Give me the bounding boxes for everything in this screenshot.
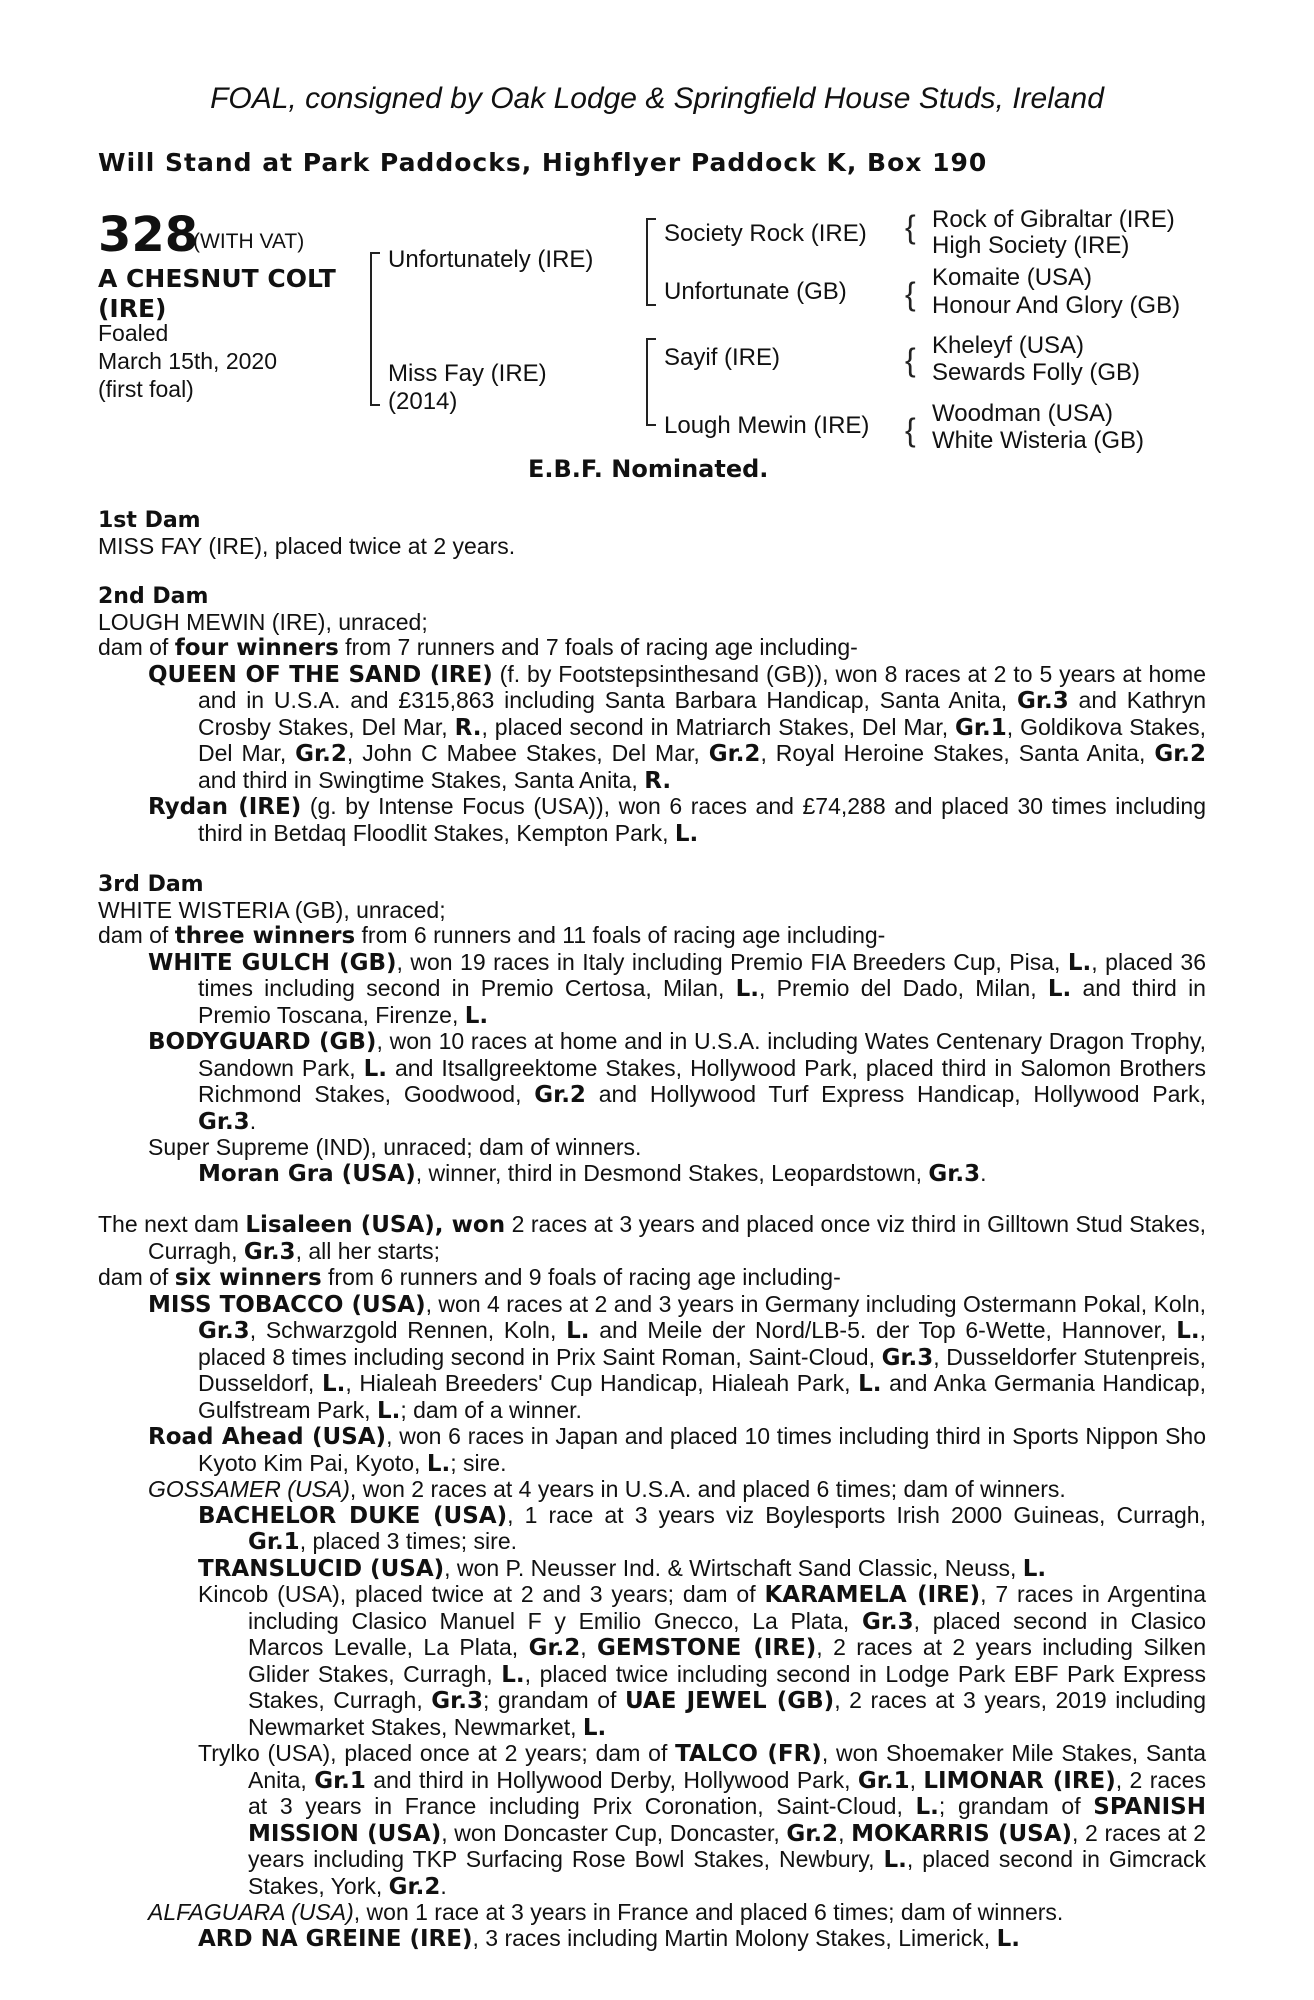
page-title: FOAL, consigned by Oak Lodge & Springfield House Studs, Ireland	[210, 82, 1104, 115]
next-dam-line1: The next dam Lisaleen (USA), won 2 races at 3 years and placed once viz third in Gilltown Stud Stakes, Curragh, Gr.3, all her starts;	[98, 1211, 1207, 1265]
horse-name: QUEEN OF THE SAND (IRE)	[148, 661, 493, 688]
lot-description-line1: A CHESNUT COLT	[98, 264, 336, 293]
pedigree-sire-sire: Society Rock (IRE)	[664, 220, 867, 247]
foaling-info	[98, 319, 277, 403]
second-dam-entry-1: QUEEN OF THE SAND (IRE) (f. by Footstepsinthesand (GB)), won 8 races at 2 to 5 years at home and in U.S.A. and £315,863 including Santa Barbara Handicap, Santa Anita, Gr.3 and Kathryn Crosby Stakes, Del Mar, R., placed second in Matriarch Stakes, Del Mar, Gr.1, Goldikova Stakes, Del Mar, Gr.2, John C Mabee Stakes, Del Mar, Gr.2, Royal Heroine Stakes, Santa Anita, Gr.2 and third in Swingtime Stakes, Santa Anita, R.	[148, 660, 1207, 794]
second-dam-line1: LOUGH MEWIN (IRE), unraced;	[98, 608, 428, 635]
pedigree-g4: Honour And Glory (GB)	[932, 292, 1181, 319]
foal-note: (first foal)	[98, 376, 194, 402]
next-dam-entry-translucid: TRANSLUCID (USA), won P. Neusser Ind. & Wirtschaft Sand Classic, Neuss, L.	[198, 1554, 1047, 1582]
pedigree-g5: Kheleyf (USA)	[932, 332, 1085, 359]
lot-number: 328	[98, 207, 199, 263]
next-dam-entry-gossamer: GOSSAMER (USA), won 2 races at 4 years in U.S.A. and placed 6 times; dam of winners.	[148, 1476, 1066, 1502]
pedigree-brace-g1: {	[905, 209, 916, 245]
stand-location: Will Stand at Park Paddocks, Highflyer Paddock K, Box 190	[98, 148, 988, 177]
pedigree-g2: High Society (IRE)	[932, 232, 1130, 259]
lot-description-line2: (IRE)	[98, 294, 167, 323]
next-dam-entry-kincob: Kincob (USA), placed twice at 2 and 3 years; dam of KARAMELA (IRE), 7 races in Argentina including Clasico Manuel F y Emilio Gnecco, La Plata, Gr.3, placed second in Clasico Marcos Levalle, La Plata, Gr.2, GEMSTONE (IRE), 2 races at 2 years including Silken Glider Stakes, Curragh, L., placed twice including second in Lodge Park EBF Park Express Stakes, Curragh, Gr.3; grandam of UAE JEWEL (GB), 2 races at 3 years, 2019 including Newmarket Stakes, Newmarket, L.	[198, 1581, 1206, 1741]
pedigree-brace-sire	[646, 218, 656, 306]
pedigree-sire: Unfortunately (IRE)	[388, 246, 594, 273]
next-dam-entry-road-ahead: Road Ahead (USA), won 6 races in Japan and placed 10 times including third in Sports Nippon Sho Kyoto Kim Pai, Kyoto, L.; sire.	[148, 1423, 1206, 1477]
next-dam-entry-bachelor-duke: BACHELOR DUKE (USA), 1 race at 3 years viz Boylesports Irish 2000 Guineas, Curragh, Gr.1, placed 3 times; sire.	[198, 1501, 1206, 1555]
pedigree-brace-main	[370, 252, 380, 406]
foaled-label: Foaled	[98, 320, 169, 346]
first-dam-heading: 1st Dam	[98, 508, 201, 533]
ebf-nomination: E.B.F. Nominated.	[528, 455, 769, 483]
pedigree-brace-dam	[646, 338, 656, 426]
next-dam-entry-alfaguara: ALFAGUARA (USA), won 1 race at 3 years in France and placed 6 times; dam of winners.	[148, 1899, 1064, 1925]
next-dam-entry-miss-tobacco: MISS TOBACCO (USA), won 4 races at 2 and 3 years in Germany including Ostermann Pokal, Koln, Gr.3, Schwarzgold Rennen, Koln, L. and Meile der Nord/LB-5. der Top 6-Wette, Hannover, L., placed 8 times including second in Prix Saint Roman, Saint-Cloud, Gr.3, Dusseldorfer Stutenpreis, Dusseldorf, L., Hialeah Breeders' Cup Handicap, Hialeah Park, L. and Anka Germania Handicap, Gulfstream Park, L.; dam of a winner.	[148, 1290, 1206, 1424]
pedigree-notes	[98, 508, 1206, 1952]
pedigree-g3: Komaite (USA)	[932, 264, 1093, 291]
pedigree-brace-g2: {	[905, 276, 916, 312]
pedigree-dam-year: (2014)	[388, 388, 458, 415]
pedigree-dam-dam: Lough Mewin (IRE)	[664, 412, 870, 439]
second-dam-entry-2: Rydan (IRE) (g. by Intense Focus (USA)), won 6 races and £74,288 and placed 30 times including third in Betdaq Floodlit Stakes, Kempton Park, L.	[148, 793, 1206, 847]
pedigree-g8: White Wisteria (GB)	[932, 427, 1145, 454]
pedigree-g6: Sewards Folly (GB)	[932, 359, 1141, 386]
third-dam-entry-4: Moran Gra (USA), winner, third in Desmond Stakes, Leopardstown, Gr.3.	[198, 1159, 987, 1187]
third-dam-line2: dam of three winners from 6 runners and 11 foals of racing age including-	[98, 922, 886, 949]
pedigree-dam-sire: Sayif (IRE)	[664, 344, 781, 371]
third-dam-entry-1: WHITE GULCH (GB), won 19 races in Italy including Premio FIA Breeders Cup, Pisa, L., placed 36 times including second in Premio Certosa, Milan, L., Premio del Dado, Milan, L. and third in Premio Toscana, Firenze, L.	[148, 948, 1206, 1029]
pedigree-dam: Miss Fay (IRE)	[388, 360, 547, 387]
horse-name: Rydan (IRE)	[148, 794, 302, 820]
third-dam-line1: WHITE WISTERIA (GB), unraced;	[98, 896, 446, 923]
second-dam-line2: dam of four winners from 7 runners and 7 foals of racing age including-	[98, 634, 858, 661]
pedigree-brace-g3: {	[905, 342, 916, 378]
foaled-date: March 15th, 2020	[98, 348, 278, 374]
next-dam-entry-trylko: Trylko (USA), placed once at 2 years; dam of TALCO (FR), won Shoemaker Mile Stakes, Santa Anita, Gr.1 and third in Hollywood Derby, Hollywood Park, Gr.1, LIMONAR (IRE), 2 races at 3 years in France including Prix Coronation, Saint-Cloud, L.; grandam of SPANISH MISSION (USA), won Doncaster Cup, Doncaster, Gr.2, MOKARRIS (USA), 2 races at 2 years including TKP Surfacing Rose Bowl Stakes, Newbury, L., placed second in Gimcrack Stakes, York, Gr.2.	[198, 1740, 1207, 1900]
third-dam-heading: 3rd Dam	[98, 872, 204, 897]
next-dam-line2: dam of six winners from 6 runners and 9 foals of racing age including-	[98, 1264, 841, 1291]
pedigree-brace-g4: {	[905, 412, 916, 448]
next-dam-entry-ard-na-greine: ARD NA GREINE (IRE), 3 races including Martin Molony Stakes, Limerick, L.	[198, 1924, 1020, 1952]
pedigree-g7: Woodman (USA)	[932, 400, 1113, 427]
pedigree-sire-dam: Unfortunate (GB)	[664, 278, 847, 305]
first-dam-text: MISS FAY (IRE), placed twice at 2 years.	[98, 532, 516, 559]
second-dam-heading: 2nd Dam	[98, 584, 209, 609]
third-dam-entry-3: Super Supreme (IND), unraced; dam of winners.	[148, 1134, 642, 1160]
pedigree-g1: Rock of Gibraltar (IRE)	[932, 206, 1175, 233]
lot-description	[98, 264, 368, 324]
lot-vat: (WITH VAT)	[193, 230, 305, 253]
third-dam-entry-2: BODYGUARD (GB), won 10 races at home and in U.S.A. including Wates Centenary Dragon Trophy, Sandown Park, L. and Itsallgreektome Stakes, Hollywood Park, placed third in Salomon Brothers Richmond Stakes, Goodwood, Gr.2 and Hollywood Turf Express Handicap, Hollywood Park, Gr.3.	[148, 1028, 1207, 1135]
